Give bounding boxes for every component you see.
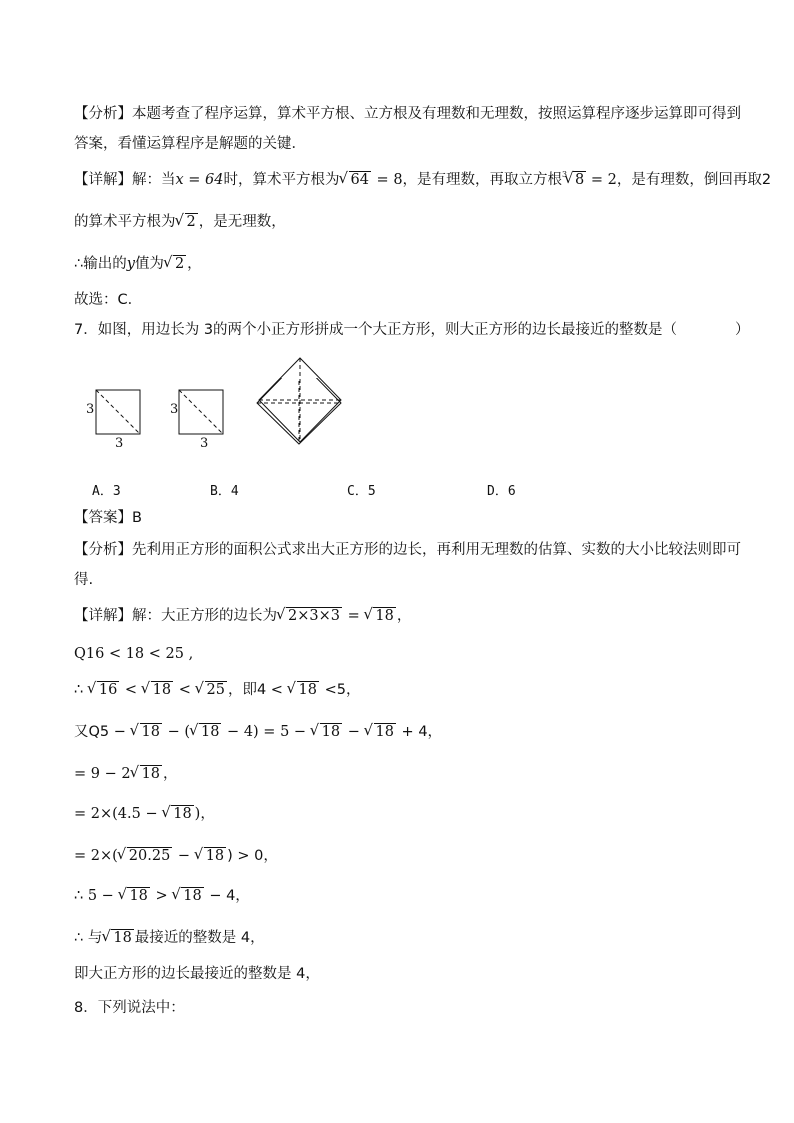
question-8-stem — [74, 998, 185, 1018]
detail7-line-4 — [74, 722, 442, 742]
math-expression: − — [173, 848, 195, 864]
detail7-line-8 — [74, 886, 250, 906]
sqrt-expression — [88, 680, 119, 700]
cube-root-expression — [562, 170, 586, 190]
math-expression: = 9 − 2 — [74, 766, 131, 782]
detail-text: <5， — [320, 682, 361, 698]
radicand: 18 — [183, 888, 202, 904]
detail7-line-5 — [74, 764, 178, 784]
math-expression: < — [174, 682, 196, 698]
sqrt-expression — [172, 886, 203, 906]
sqrt-expression — [118, 886, 149, 906]
radicand: 18 — [375, 608, 394, 624]
analysis-text: 得. — [74, 572, 94, 588]
small-square-2-diagonal — [179, 390, 223, 434]
fig-label-left-1: 3 — [86, 402, 95, 417]
detail-line-1 — [74, 170, 771, 190]
analysis-text: 答案，看懂运算程序是解题的关键． — [74, 136, 306, 152]
detail-text: ， — [396, 608, 412, 624]
radicand: 18 — [141, 724, 160, 740]
therefore-symbol: ∴ — [74, 682, 88, 698]
detail-text: ，即4 < — [227, 682, 288, 698]
detail-text: ) > 0， — [227, 848, 278, 864]
math-expression: )， — [194, 806, 215, 822]
math-expression: = 8 — [371, 172, 403, 188]
radicand: 25 — [206, 682, 225, 698]
detail-text: ，是有理数，倒回再取2 — [616, 172, 772, 188]
sqrt-expression — [364, 606, 395, 626]
option-a: A．3 — [92, 484, 121, 499]
sqrt-expression — [142, 680, 173, 700]
sqrt-expression — [196, 680, 227, 700]
large-square-top — [257, 356, 343, 446]
fig-label-bottom-1: 3 — [115, 436, 124, 451]
detail7-line-7 — [74, 846, 278, 866]
radicand: 18 — [113, 930, 132, 946]
math-expression: = — [342, 608, 365, 624]
sqrt-expression — [288, 680, 319, 700]
radicand: 18 — [152, 682, 172, 698]
detail-text: − 4， — [204, 888, 250, 904]
radicand: 18 — [129, 888, 148, 904]
math-expression: − — [343, 724, 365, 740]
sqrt-expression — [340, 170, 371, 190]
analysis-line-1 — [74, 104, 741, 124]
detail-tag: 【详解】 — [74, 608, 132, 624]
choice-text: 故选：C． — [74, 292, 143, 308]
option-c: C．5 — [347, 484, 376, 499]
radicand: 2 — [174, 256, 185, 272]
fig-label-bottom-2: 3 — [200, 436, 209, 451]
radicand: 2×3×3 — [288, 608, 340, 624]
choice-line — [74, 290, 142, 310]
math-expression: > — [150, 888, 173, 904]
sqrt-expression — [190, 722, 221, 742]
detail-text: 最接近的整数是 4， — [134, 930, 265, 946]
detail7-line-3 — [74, 680, 360, 700]
math-expression: < — [120, 682, 142, 698]
analysis7-line-1 — [74, 540, 741, 560]
sqrt-expression — [311, 722, 342, 742]
question-text: 8．下列说法中： — [74, 1000, 185, 1016]
analysis7-line-2 — [74, 570, 93, 590]
detail7-line-9 — [74, 928, 265, 948]
analysis-tag: 【分析】 — [74, 106, 132, 122]
detail7-line-2 — [74, 644, 193, 664]
sqrt-expression — [102, 928, 133, 948]
detail-text: ∴ 与 — [74, 930, 103, 946]
math-expression: x = 64 — [175, 172, 224, 188]
small-square-1-diagonal — [96, 390, 140, 434]
detail-text: 又Q5 − — [74, 724, 131, 740]
radicand: 64 — [350, 172, 369, 188]
sqrt-expression — [131, 764, 162, 784]
sqrt-expression — [162, 804, 193, 824]
sqrt-expression — [195, 846, 226, 866]
detail-text: ， — [187, 256, 202, 272]
analysis-line-2 — [74, 134, 306, 154]
detail7-line-1 — [74, 606, 411, 626]
detail-text: 即大正方形的边长最接近的整数是 4， — [74, 966, 320, 982]
detail-text: + 4， — [396, 724, 443, 740]
math-expression: = 2 — [586, 172, 617, 188]
math-expression: ∴ 5 − — [74, 888, 119, 904]
sqrt-expression — [176, 212, 198, 232]
sqrt-expression — [118, 846, 173, 866]
radicand: 18 — [173, 806, 192, 822]
detail-text: 时，算术平方根为 — [223, 172, 340, 188]
sqrt-expression — [277, 606, 342, 626]
radicand: 16 — [98, 682, 118, 698]
detail-text: ∴输出的 — [74, 256, 127, 272]
radicand: 8 — [575, 172, 585, 188]
radicand: 18 — [298, 682, 317, 698]
radicand: 18 — [201, 724, 220, 740]
detail-text: ，是有理数，再取立方根 — [402, 172, 563, 188]
detail-text: 解：大正方形的边长为 — [132, 608, 277, 624]
radicand: 18 — [205, 848, 225, 864]
option-d: D．6 — [487, 484, 516, 499]
math-expression: Q16 < 18 < 25 , — [74, 646, 194, 662]
detail7-line-6 — [74, 804, 215, 824]
math-expression: − 4) = 5 − — [222, 724, 311, 740]
radicand: 18 — [141, 766, 161, 782]
question-text: 7．如图，用边长为 3的两个小正方形拼成一个大正方形，则大正方形的边长最接近的整数是（ ） — [74, 322, 750, 338]
answer-line — [74, 508, 142, 528]
analysis-text: 先利用正方形的面积公式求出大正方形的边长，再利用无理数的估算、实数的大小比较法则即可 — [132, 542, 741, 558]
math-expression: = 2×(4.5 − — [74, 806, 163, 822]
detail7-line-10 — [74, 964, 320, 984]
radicand: 18 — [375, 724, 394, 740]
detail-text: 的算术平方根为 — [74, 214, 176, 230]
detail-text: ， — [163, 766, 178, 782]
variable-y: y — [126, 256, 135, 272]
root-index: √ 3 — [562, 170, 568, 179]
detail-line-2 — [74, 212, 286, 232]
detail-text: 值为 — [134, 256, 164, 272]
analysis-tag: 【分析】 — [74, 542, 132, 558]
math-expression: − ( — [162, 724, 190, 740]
radicand: 20.25 — [128, 848, 171, 864]
radicand: 18 — [321, 724, 341, 740]
sqrt-expression — [164, 254, 186, 274]
detail-text: ，是无理数， — [198, 214, 286, 230]
analysis-text: 本题考查了程序运算，算术平方根、立方根及有理数和无理数，按照运算程序逐步运算即可得到 — [132, 106, 741, 122]
sqrt-expression — [365, 722, 396, 742]
detail-tag: 【详解】 — [74, 172, 132, 188]
option-b: B．4 — [210, 484, 239, 499]
radicand: 2 — [186, 214, 196, 230]
fig-label-left-2: 3 — [170, 402, 179, 417]
answer-tag: 【答案】 — [74, 510, 132, 526]
question-7-stem — [74, 320, 750, 340]
detail-text: 解：当 — [132, 172, 176, 188]
sqrt-expression — [131, 722, 162, 742]
math-expression: = 2×( — [74, 848, 118, 864]
answer-value: B — [132, 510, 142, 526]
detail-line-3 — [74, 254, 202, 274]
